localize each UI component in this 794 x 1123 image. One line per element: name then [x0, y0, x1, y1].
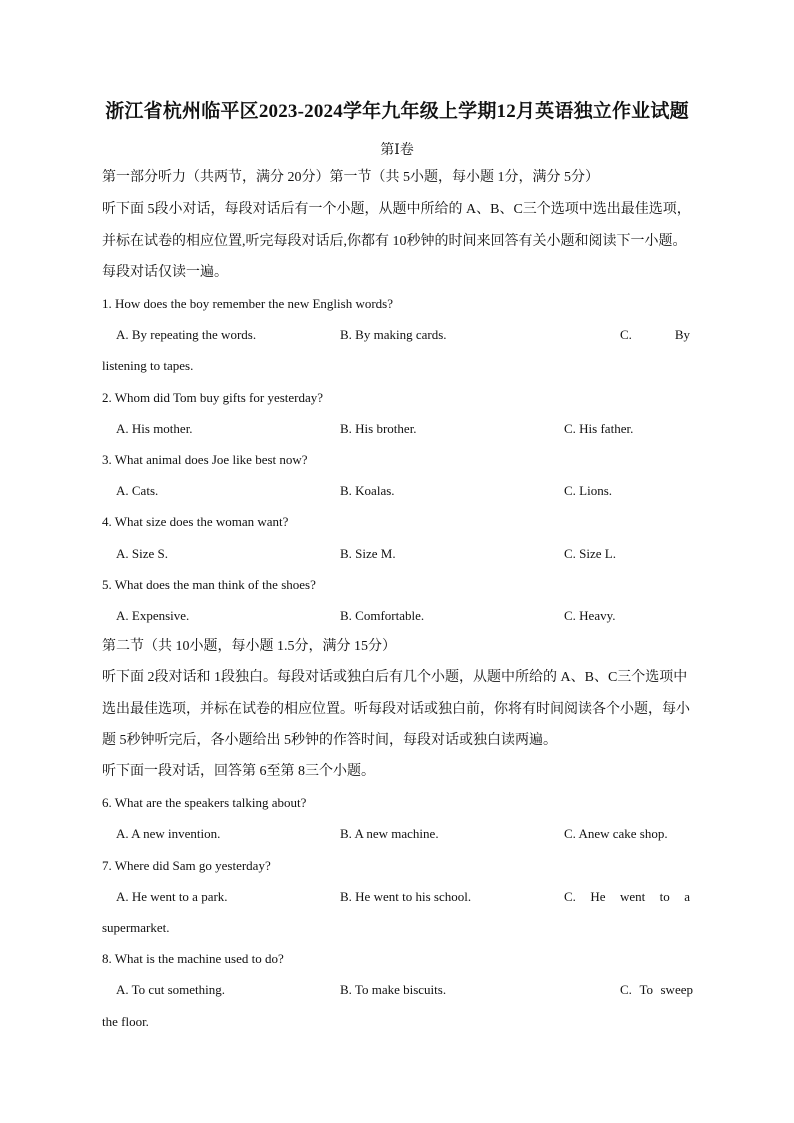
option-c: C. Lions.: [564, 483, 613, 498]
question-stem: 6. What are the speakers talking about?: [102, 795, 307, 810]
option-a: A. Size S.: [116, 546, 168, 561]
option-c: [620, 325, 690, 345]
part2-instruction-line: 题 5秒钟听完后，各小题给出 5秒钟的作答时间，每段对话或独白读两遍。: [102, 733, 557, 748]
option-a: A. Expensive.: [116, 608, 190, 623]
option-c-continuation: listening to tapes.: [102, 358, 194, 373]
option-c: [564, 887, 690, 907]
option-c-word: C.: [564, 889, 576, 904]
option-a: A. Cats.: [116, 483, 159, 498]
part1-header: 第一部分听力（共两节，满分 20分）第一节（共 5小题，每小题 1分，满分 5分）: [102, 170, 599, 185]
part1-instruction-line: 并标在试卷的相应位置,听完每段对话后,你都有 10秒钟的时间来回答有关小题和阅读下一小题。: [102, 234, 687, 249]
option-c: [620, 980, 693, 1000]
option-b: B. A new machine.: [340, 826, 439, 841]
option-a: A. To cut something.: [116, 982, 225, 997]
option-a: A. A new invention.: [116, 826, 221, 841]
question-stem: 1. How does the boy remember the new English words?: [102, 296, 393, 311]
option-c: C. Anew cake shop.: [564, 826, 668, 841]
option-a: A. He went to a park.: [116, 889, 228, 904]
option-b: B. Comfortable.: [340, 608, 425, 623]
option-a: A. His mother.: [116, 421, 193, 436]
option-c-word: C.: [620, 982, 632, 997]
part2-instruction-line: 选出最佳选项，并标在试卷的相应位置。听每段对话或独白前，你将有时间阅读各个小题，每小: [102, 702, 690, 717]
option-c-word: to: [659, 889, 670, 904]
option-c-word: a: [684, 889, 690, 904]
option-b: B. He went to his school.: [340, 889, 472, 904]
option-c-word: To: [639, 982, 653, 997]
question-stem: 2. Whom did Tom buy gifts for yesterday?: [102, 390, 324, 405]
option-b: B. Size M.: [340, 546, 396, 561]
question-stem: 7. Where did Sam go yesterday?: [102, 858, 271, 873]
question-stem: 3. What animal does Joe like best now?: [102, 452, 308, 467]
part2-instruction-line: 听下面 2段对话和 1段独白。每段对话或独白后有几个小题，从题中所给的 A、B、C三个选项中: [102, 670, 688, 685]
part1-instruction-line: 每段对话仅读一遍。: [102, 265, 228, 280]
option-c-word: sweep: [660, 982, 693, 997]
option-c-word: He: [590, 889, 606, 904]
question-stem: 8. What is the machine used to do?: [102, 951, 284, 966]
question-stem: 4. What size does the woman want?: [102, 514, 289, 529]
option-b: B. Koalas.: [340, 483, 395, 498]
option-c-continuation: supermarket.: [102, 920, 170, 935]
option-a: A. By repeating the words.: [116, 327, 257, 342]
part1-instruction-line: 听下面 5段小对话，每段对话后有一个小题，从题中所给的 A、B、C三个选项中选出最佳选项，: [102, 202, 691, 217]
option-b: B. By making cards.: [340, 327, 447, 342]
part2-header: 第二节（共 10小题，每小题 1.5分，满分 15分）: [102, 639, 396, 654]
volume-label: 第Ⅰ卷: [380, 143, 414, 158]
option-c: C. Size L.: [564, 546, 616, 561]
option-c-word: went: [619, 889, 646, 904]
option-c-word: By: [674, 327, 690, 342]
option-c-word: C.: [620, 327, 632, 342]
option-b: B. His brother.: [340, 421, 417, 436]
option-b: B. To make biscuits.: [340, 982, 447, 997]
exam-title: 浙江省杭州临平区2023-2024学年九年级上学期12月英语独立作业试题: [105, 101, 689, 122]
dialogue-intro: 听下面一段对话，回答第 6至第 8三个小题。: [102, 764, 375, 779]
option-c-continuation: the floor.: [102, 1014, 149, 1029]
question-stem: 5. What does the man think of the shoes?: [102, 577, 316, 592]
option-c: C. His father.: [564, 421, 634, 436]
option-c: C. Heavy.: [564, 608, 616, 623]
